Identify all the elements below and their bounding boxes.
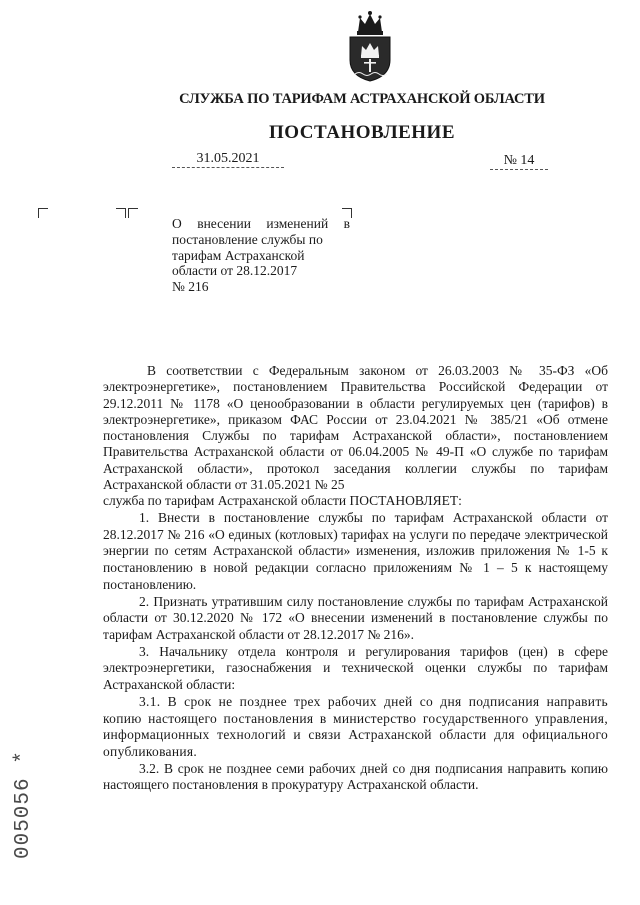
clause-2: 2. Признать утратившим силу постановление службы по тарифам Астраханской области от 30.12.2020 № 172 «О внесении изменений в постановление службы по тарифам Астраханской области от 28.12.2017 № 216».: [103, 593, 608, 642]
corner-mark-top-left: [38, 208, 48, 218]
document-type-title: ПОСТАНОВЛЕНИЕ: [268, 122, 456, 143]
astrakhan-coat-of-arms-icon: [346, 10, 394, 82]
subject-line: тарифам Астраханской: [172, 247, 305, 263]
clause-1: 1. Внести в постановление службы по тарифам Астраханской области от 28.12.2017 № 216 «О единых (котловых) тарифах на услуги по передаче электрической энергии по сетям Астраханской области» изменения, изложив приложения № 1-5 к постановлению в новой редакции согласно приложениям № 1 – 5 к настоящему постановлению.: [103, 510, 608, 592]
document-body: [103, 363, 608, 794]
document-subject: [172, 216, 350, 295]
subject-line: постановление службы по: [172, 231, 323, 247]
preamble-paragraph: В соответствии с Федеральным законом от 26.03.2003 № 35-ФЗ «Об электроэнергетике», постановлением Правительства Российской Федерации от 29.12.2011 № 1178 «О ценообразовании в области регулируемых цен (тарифов) в электроэнергетике», приказом ФАС России от 23.04.2021 № 385/21 «Об отмене постановления Службы по тарифам Астраханской области», постановлением Правительства Астраханской области от 06.04.2005 № 49-П «О службе по тарифам Астраханской области», протокол заседания коллегии службы по тарифам Астраханской области от 31.05.2021 № 25: [103, 363, 608, 493]
registration-stamp: [12, 722, 46, 862]
registration-stamp-number: 005056 *: [12, 750, 35, 859]
clause-3-2: 3.2. В срок не позднее семи рабочих дней со дня подписания направить копию настоящего постановления в прокуратуру Астраханской области.: [103, 760, 608, 793]
corner-mark-inner-left: [116, 208, 126, 218]
subject-line: № 216: [172, 279, 209, 295]
document-date: 31.05.2021: [172, 150, 284, 168]
document-number: № 14: [490, 152, 548, 170]
clause-3-1: 3.1. В срок не позднее трех рабочих дней со дня подписания направить копию настоящего постановления в министерство государственного управления, информационных технологий и связи Астраханской области для официального опубликования.: [103, 693, 608, 759]
subject-line: области от 28.12.2017: [172, 263, 298, 279]
resolution-statement: служба по тарифам Астраханской области ПОСТАНОВЛЯЕТ:: [103, 493, 462, 509]
corner-mark-inner-right: [128, 208, 138, 218]
clause-3: 3. Начальнику отдела контроля и регулирования тарифов (цен) в сфере электроэнергетики, газоснабжения и технической оценки службы по тарифам Астраханской области:: [103, 643, 608, 693]
subject-line: О внесении изменений в: [172, 216, 350, 231]
organization-name: СЛУЖБА ПО ТАРИФАМ АСТРАХАНСКОЙ ОБЛАСТИ: [179, 91, 545, 107]
coat-of-arms-emblem: [346, 10, 394, 82]
